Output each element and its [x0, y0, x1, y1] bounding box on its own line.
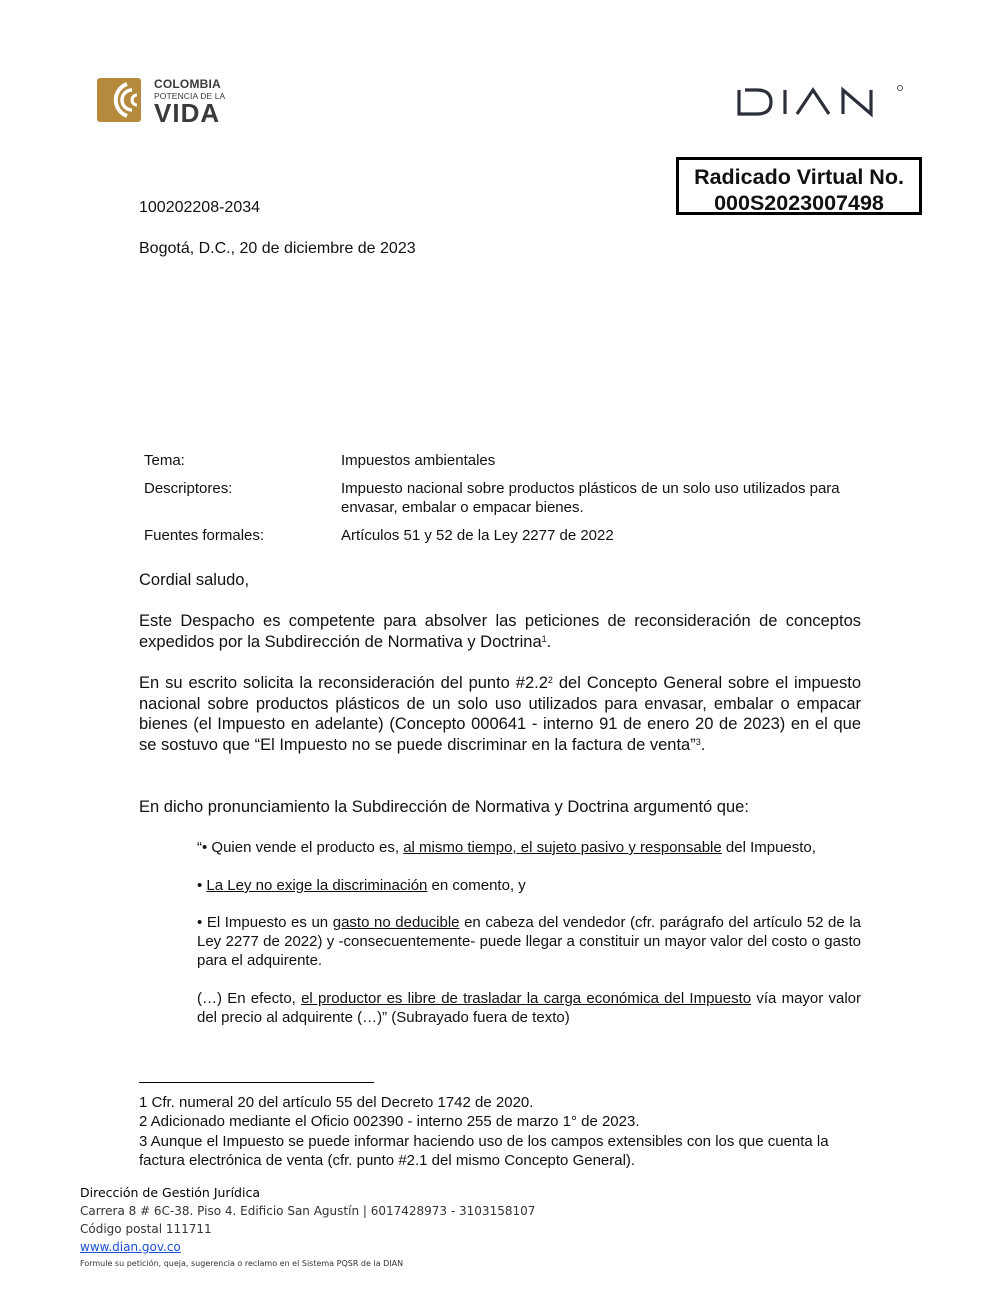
page-footer — [80, 1184, 535, 1270]
footnote-ref-2: 2 — [547, 675, 553, 685]
colombia-emblem-icon — [97, 76, 147, 124]
greeting: Cordial saludo, — [139, 571, 250, 589]
footnote-2: 2 Adicionado mediante el Oficio 002390 - interno 255 de marzo 1° de 2023. — [139, 1113, 640, 1131]
footnote-ref-1: 1 — [541, 633, 547, 644]
paragraph-2: En su escrito solicita la reconsideración del punto $\#2.2^2$ del Concepto General sobre el impuesto nacional sobre productos plásticos de un solo uso utilizados para envasar, embalar o empacar bienes (el Impuesto en adelante) (Concepto 000641 - interno 91 de enero 20 de 2023) en el que se sostuvo que “El Impuesto no se puede discriminar en la factura de venta”$^3$. — [139, 674, 861, 755]
radicado-number: 000S2023007498 — [714, 191, 884, 215]
footnote-3: 3 Aunque el Impuesto se puede informar haciendo uso de los campos extensibles con los que cuenta la factura electrónica de venta (cfr. punto #2.1 del mismo Concepto General). — [139, 1132, 829, 1169]
dian-logo — [735, 84, 905, 120]
colombia-logo — [97, 76, 237, 126]
meta-row-descriptores — [144, 479, 864, 517]
logo-line3: VIDA — [154, 98, 221, 128]
meta-row-tema — [144, 451, 864, 470]
reference-number: 100202208-2034 — [139, 199, 261, 216]
footer-address: Carrera 8 # 6C-38. Piso 4. Edificio San Agustín | 6017428973 - 3103158107 — [80, 1204, 536, 1218]
meta-key: Tema: — [144, 452, 185, 469]
quote-item-3: • El Impuesto es un gasto no deducible en cabeza del vendedor (cfr. parágrafo del artículo 52 de la Ley 2277 de 2022) y -consecuentemente- puede llegar a constituir un mayor valor del costo o gasto para el adquirente. — [197, 914, 861, 969]
footnote-1: 1 Cfr. numeral 20 del artículo 55 del Decreto 1742 de 2020. — [139, 1094, 534, 1111]
paragraph-3: En dicho pronunciamiento la Subdirección de Normativa y Doctrina argumentó que: — [139, 798, 749, 816]
quote-item-1: “• Quien vende el producto es, al mismo tiempo, el sujeto pasivo y responsable del Impuesto, — [197, 839, 816, 856]
meta-key: Fuentes formales: — [144, 527, 265, 544]
logo-line1: COLOMBIA — [154, 77, 221, 91]
meta-value: Impuesto nacional sobre productos plásticos de un solo uso utilizados para envasar, embalar o empacar bienes. — [341, 480, 840, 516]
footer-website-link[interactable]: www.dian.gov.co — [80, 1240, 181, 1254]
meta-key: Descriptores: — [144, 480, 233, 497]
radicado-label: Radicado Virtual No. — [694, 165, 904, 189]
logo-line2: POTENCIA DE LA — [154, 91, 226, 101]
letter-date: Bogotá, D.C., 20 de diciembre de 2023 — [139, 240, 416, 257]
meta-row-fuentes — [144, 526, 864, 545]
meta-value: Impuestos ambientales — [341, 452, 496, 469]
dian-logo-icon — [735, 84, 905, 120]
meta-value: Artículos 51 y 52 de la Ley 2277 de 2022 — [341, 527, 614, 544]
quote-item-2: • La Ley no exige la discriminación en comento, y — [197, 877, 526, 894]
radicado-box — [676, 157, 922, 215]
footer-postal: Código postal 111711 — [80, 1222, 212, 1236]
paragraph-1: Este Despacho es competente para absolver las peticiones de reconsideración de conceptos expedidos por la Subdirección de Normativa y Doctrina$^1$. — [139, 612, 861, 651]
subject-table — [144, 451, 864, 554]
footnote-ref-3: 3 — [695, 737, 701, 748]
footnote-divider — [139, 1082, 374, 1083]
footer-office: Dirección de Gestión Jurídica — [80, 1185, 260, 1200]
footnotes — [139, 1093, 861, 1170]
footer-pqsr: Formule su petición, queja, sugerencia o reclamo en el Sistema PQSR de la DIAN — [80, 1259, 404, 1268]
quote-item-4: (…) En efecto, el productor es libre de trasladar la carga económica del Impuesto vía mayor valor del precio al adquirente (…)” (Subrayado fuera de texto) — [197, 990, 861, 1026]
